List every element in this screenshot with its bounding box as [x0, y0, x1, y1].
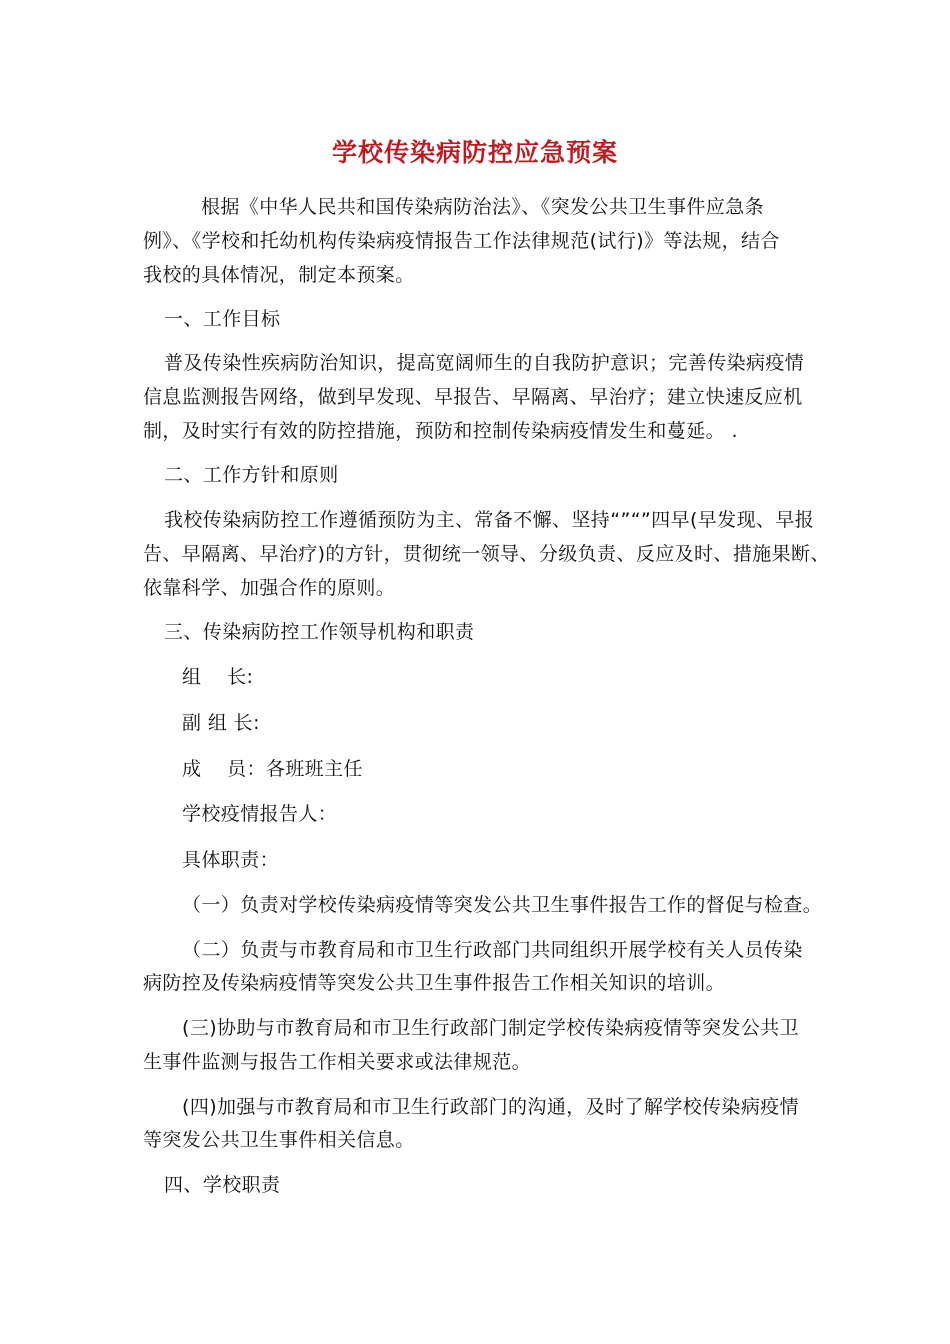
leader-label: 组 长:	[182, 666, 254, 688]
section3-heading: 三、传染病防控工作领导机构和职责	[164, 621, 475, 643]
duty-2-line-2: 病防控及传染病疫情等突发公共卫生事件报告工作相关知识的培训。	[143, 972, 726, 994]
section2-line-3: 依靠科学、加强合作的原则。	[143, 577, 396, 599]
section1-heading: 一、工作目标	[164, 308, 281, 330]
section2-line-1: 我校传染病防控工作遵循预防为主、常备不懈、坚持“”“”四早(早发现、早报	[164, 509, 815, 531]
document-title: 学校传染病防控应急预案	[331, 138, 618, 167]
intro-line-1: 根据《中华人民共和国传染病防治法》、《突发公共卫生事件应急条	[201, 196, 765, 218]
section1-line-3: 制，及时实行有效的防控措施，预防和控制传染病疫情发生和蔓延。 .	[143, 420, 738, 442]
duty-4-line-2: 等突发公共卫生事件相关信息。	[143, 1129, 415, 1151]
deputy-leader-label: 副 组 长:	[182, 712, 260, 734]
duty-3-line-2: 生事件监测与报告工作相关要求或法律规范。	[143, 1051, 532, 1073]
section2-line-2: 告、早隔离、早治疗)的方针，贯彻统一领导、分级负责、反应及时、措施果断、	[143, 543, 830, 565]
duties-label: 具体职责：	[182, 849, 280, 871]
members-label: 成 员：各班班主任	[182, 758, 363, 780]
reporter-label: 学校疫情报告人：	[182, 803, 338, 825]
intro-line-3: 我校的具体情况，制定本预案。	[143, 264, 415, 286]
duty-3-line-1: (三)协助与市教育局和市卫生行政部门制定学校传染病疫情等突发公共卫	[182, 1017, 800, 1039]
intro-line-2: 例》、《学校和托幼机构传染病疫情报告工作法律规范(试行)》等法规，结合	[143, 230, 780, 252]
section4-heading: 四、学校职责	[164, 1174, 281, 1196]
duty-2-line-1: （二）负责与市教育局和市卫生行政部门共同组织开展学校有关人员传染	[182, 939, 803, 961]
section1-line-1: 普及传染性疾病防治知识，提高宽阔师生的自我防护意识；完善传染病疫情	[164, 352, 805, 374]
duty-1: （一）负责对学校传染病疫情等突发公共卫生事件报告工作的督促与检查。	[182, 894, 823, 916]
section2-heading: 二、工作方针和原则	[164, 464, 339, 486]
duty-4-line-1: (四)加强与市教育局和市卫生行政部门的沟通，及时了解学校传染病疫情	[182, 1096, 800, 1118]
section1-line-2: 信息监测报告网络，做到早发现、早报告、早隔离、早治疗；建立快速反应机	[143, 386, 803, 408]
